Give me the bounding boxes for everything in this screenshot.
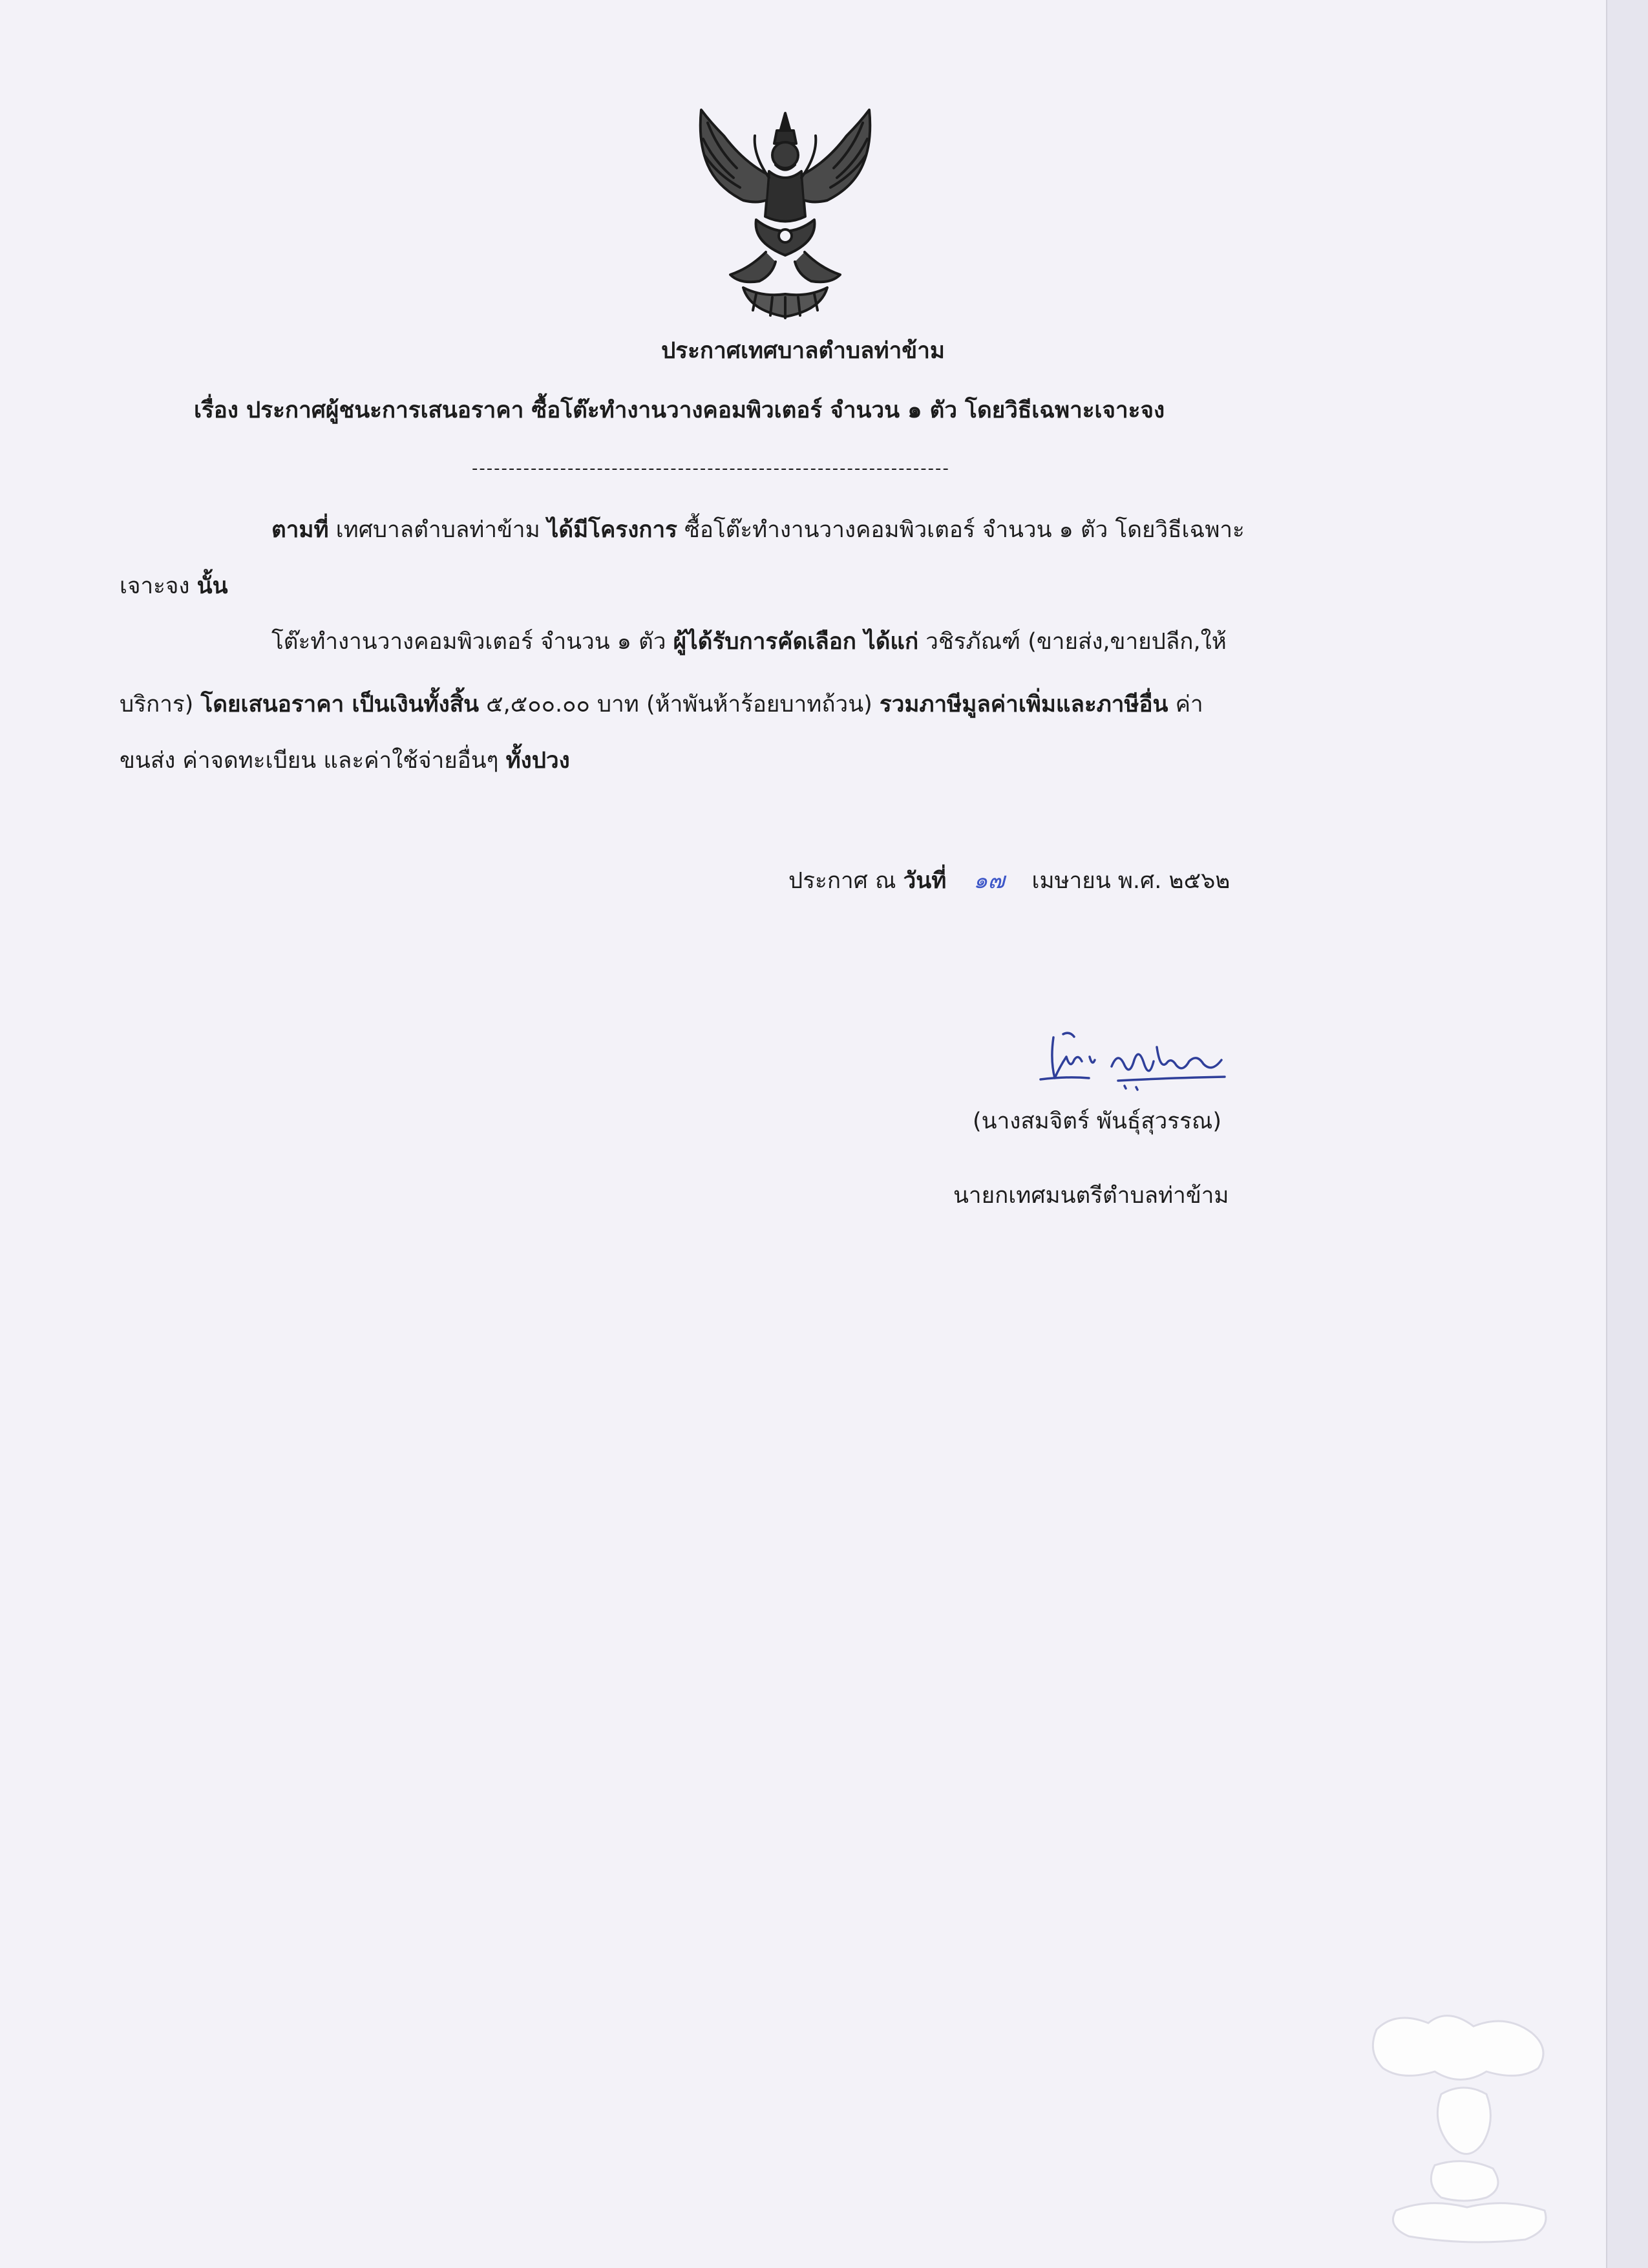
text: ขนส่ง ค่าจดทะเบียน และค่าใช้จ่ายอื่นๆ: [120, 748, 506, 774]
date-prefix: ประกาศ ณ: [788, 868, 903, 894]
page-edge: [1606, 0, 1648, 2268]
separator-rule: -----------------------------------------------------------------: [472, 459, 950, 478]
embossed-seal-icon: [1357, 2004, 1570, 2249]
paragraph-1-line-2: [120, 570, 228, 602]
signature-icon: [1028, 1021, 1241, 1099]
announcement-title: ประกาศเทศบาลตำบลท่าข้าม: [661, 338, 945, 364]
text: ซื้อโต๊ะทำงานวางคอมพิวเตอร์ จำนวน ๑ ตัว โดยวิธีเฉพาะ: [677, 517, 1245, 543]
paragraph-1-line-1: [271, 514, 1245, 546]
text-bold: ผู้ได้รับการคัดเลือก ได้แก่: [673, 629, 919, 655]
text-bold: ตามที่: [271, 517, 329, 543]
signer-name: (นางสมจิตร์ พันธุ์สุวรรณ): [973, 1108, 1222, 1134]
date-day-handwritten: ๑๗: [973, 868, 1005, 894]
date-prefix-bold: วันที่: [903, 868, 947, 894]
text: ค่า: [1168, 692, 1203, 717]
date-month-year: เมษายน พ.ศ. ๒๕๖๒: [1031, 868, 1231, 894]
garuda-emblem-icon: [679, 103, 892, 330]
text: บริการ): [120, 692, 201, 717]
text-bold: ทั้งปวง: [505, 748, 570, 774]
signer-title: นายกเทศมนตรีตำบลท่าข้าม: [953, 1183, 1229, 1209]
text-bold: นั้น: [196, 573, 228, 599]
text-bold: ได้มีโครงการ: [547, 517, 677, 543]
text-bold: โดยเสนอราคา เป็นเงินทั้งสิ้น: [200, 692, 479, 717]
paragraph-2-line-1: [271, 626, 1227, 658]
announcement-date: [788, 865, 1230, 897]
text: เทศบาลตำบลท่าข้าม: [328, 517, 547, 543]
text: โต๊ะทำงานวางคอมพิวเตอร์ จำนวน ๑ ตัว: [271, 629, 673, 655]
paragraph-2-line-3: [120, 745, 570, 777]
text-bold: รวมภาษีมูลค่าเพิ่มและภาษีอื่น: [879, 692, 1168, 717]
text: วชิรภัณฑ์ (ขายส่ง,ขายปลีก,ให้: [918, 629, 1227, 655]
paragraph-2-line-2: [120, 688, 1203, 721]
text: เจาะจง: [120, 573, 197, 599]
announcement-subject: เรื่อง ประกาศผู้ชนะการเสนอราคา ซื้อโต๊ะทำงานวางคอมพิวเตอร์ จำนวน ๑ ตัว โดยวิธีเฉพาะเจาะจง: [194, 397, 1165, 423]
text: ๕,๕๐๐.๐๐ บาท (ห้าพันห้าร้อยบาทถ้วน): [479, 692, 880, 717]
